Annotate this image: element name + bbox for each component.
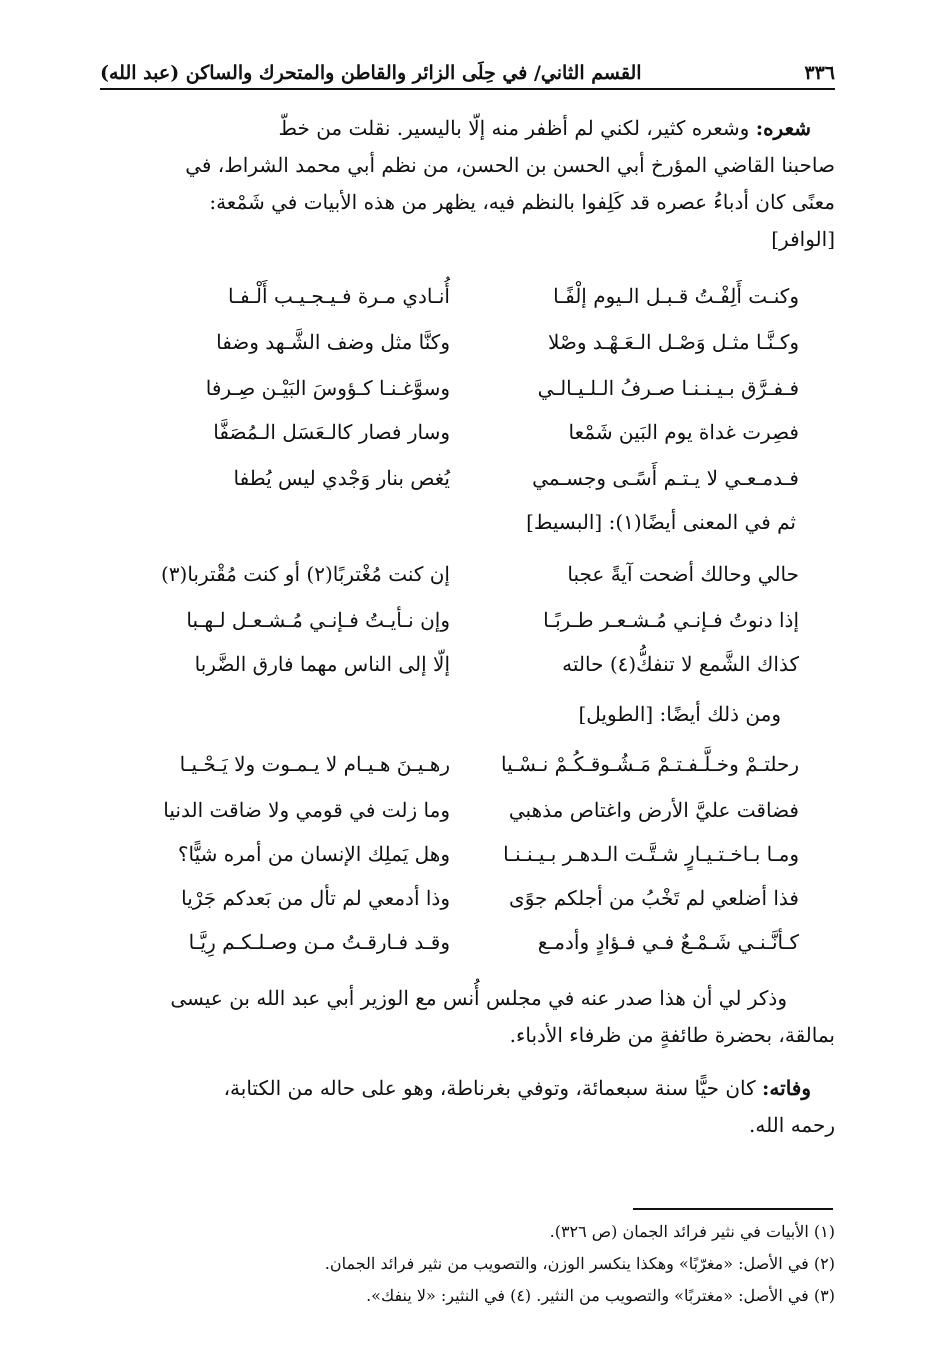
verse-second-hemistich: وسوَّغـنـا كـؤوسَ البَيْـن صِـرفا	[205, 376, 450, 400]
verse-second-hemistich: إن كنت مُغْتربًا(٢) أو كنت مُقْتربا(٣)	[160, 562, 450, 586]
verse-first-hemistich: وكـنَّـا مثـل وَصْـل الـعَـهْـد وصْلا	[547, 330, 799, 354]
intro-line: وشعره كثير، لكني لم أظفر منه إلّا باليسير. نقلت من خطّ	[278, 116, 750, 140]
verse-first-hemistich: رحلتـمْ وخـلَّـفـتـمْ مَـشُـوقـكُـمْ نـسْـيا	[501, 752, 799, 776]
verse-row	[100, 420, 835, 460]
verse-first-hemistich: فذا أضلعي لم تَخْبُ من أجلكم جوًى	[509, 886, 799, 910]
death-line: رحمه الله.	[748, 1113, 835, 1137]
death-paragraph	[100, 1070, 835, 1144]
verse-row	[100, 608, 835, 648]
intro-line: معنًى كان أدباءُ عصره قد كَلِفوا بالنظم فيه، يظهر من هذه الأبيات في شَمْعة:	[209, 190, 835, 214]
running-header	[100, 56, 835, 90]
verse-first-hemistich: وكنـت أَلِفْـتُ قـبـل الـيوم إلْفًـا	[553, 284, 799, 308]
verse-second-hemistich: يُغص بنار وَجْدي ليس يُطفا	[233, 466, 450, 490]
verse-second-hemistich: وإن نـأيـتُ فـإنـي مُـشـعـل لـهـبا	[186, 608, 450, 632]
death-line: كان حيًّا سنة سبعمائة، وتوفي بغرناطة، وهو على حاله من الكتابة،	[223, 1076, 756, 1100]
meter-label: [الوافر]	[771, 227, 835, 251]
verse-second-hemistich: أُنـادي مـرة فـيـجـيـب أَلْـفـا	[228, 284, 450, 308]
footnote: (٢) في الأصل: «مغرّبًا» وهكذا ينكسر الوزن، والتصويب من نثير فرائد الجمان.	[324, 1254, 835, 1273]
verse-second-hemistich: وكنَّا مثل وضف الشَّـهد وضفا	[216, 330, 450, 354]
closing-line: بمالقة، بحضرة طائفةٍ من ظرفاء الأدباء.	[509, 1023, 835, 1047]
verse-first-hemistich: حالي وحالك أضحت آيةً عجبا	[567, 562, 799, 586]
section-label-poetry: شعره:	[755, 116, 811, 140]
verse-row	[100, 798, 835, 838]
verse-first-hemistich: فـفـرَّق بـيـنـنـا صـرفُ الـلـيـالـي	[537, 376, 799, 400]
verse-row	[100, 330, 835, 370]
verse-second-hemistich: وذا أدمعي لم تأل من بَعدكم جَرْيا	[181, 886, 450, 910]
verse-row	[100, 652, 835, 692]
closing-paragraph	[100, 980, 835, 1054]
verse-row	[100, 886, 835, 926]
intro-paragraph	[100, 110, 835, 258]
verse-second-hemistich: رهـيـنَ هـيـام لا يـمـوت ولا يَـحْـيـا	[179, 752, 450, 776]
verse-first-hemistich: كذاك الشَّمع لا تنفكُّ(٤) حالته	[562, 652, 799, 676]
footnote: (٣) في الأصل: «مغتربًا» والتصويب من النثير. (٤) في النثير: «لا ينفك».	[366, 1286, 835, 1305]
verse-row	[100, 562, 835, 602]
verse-row	[100, 284, 835, 324]
verse-row	[100, 930, 835, 970]
verse-first-hemistich: كـأنَّـنـي شَـمْـعٌ فـي فـؤادٍ وأدمـع	[537, 930, 799, 954]
verse-first-hemistich: فضاقت عليَّ الأرض واغتاص مذهبي	[508, 798, 799, 822]
section-label-death: وفاته:	[762, 1076, 811, 1100]
verse-second-hemistich: وما زلت في قومي ولا ضاقت الدنيا	[163, 798, 450, 822]
poem-intro: ومن ذلك أيضًا: [الطويل]	[578, 702, 781, 726]
verse-first-hemistich: ومـا بـاخـتـيـارٍ شـتَّـت الـدهـر بـيـنـنـا	[503, 842, 799, 866]
verse-second-hemistich: وهل يَملِك الإنسان من أمره شيًّا؟	[177, 842, 450, 866]
running-title: القسم الثاني/ في حِلَى الزائر والقاطن والمتحرك والساكن (عبد الله)	[100, 62, 642, 84]
page-number: ٣٣٦	[804, 62, 835, 84]
footnote: (١) الأبيات في نثير فرائد الجمان (ص ٣٢٦).	[549, 1222, 835, 1241]
footnote-divider	[633, 1208, 833, 1210]
verse-second-hemistich: وسار فصار كالـعَسَل الـمُصَفَّا	[213, 420, 450, 444]
verse-first-hemistich: فـدمـعـي لا يـتـم أَسًـى وجسـمي	[532, 466, 799, 490]
intro-line: صاحبنا القاضي المؤرخ أبي الحسن بن الحسن، من نظم أبي محمد الشراط، في	[185, 153, 835, 177]
verse-second-hemistich: وقـد فـارقـتُ مـن وصـلـكـم رِيَّـا	[188, 930, 450, 954]
verse-row	[100, 842, 835, 882]
verse-first-hemistich: فصِرت غداة يوم البَين شَمْعا	[568, 420, 799, 444]
verse-first-hemistich: إذا دنوتُ فـإنـي مُـشـعـر طـربًـا	[543, 608, 799, 632]
verse-row	[100, 376, 835, 416]
verse-second-hemistich: إلّا إلى الناس مهما فارق الضَّربا	[194, 652, 450, 676]
verse-row	[100, 466, 835, 506]
closing-line: وذكر لي أن هذا صدر عنه في مجلس أُنس مع الوزير أبي عبد الله بن عيسى	[170, 986, 787, 1010]
poem-intro: ثم في المعنى أيضًا(١): [البسيط]	[526, 510, 796, 534]
verse-row	[100, 752, 835, 792]
